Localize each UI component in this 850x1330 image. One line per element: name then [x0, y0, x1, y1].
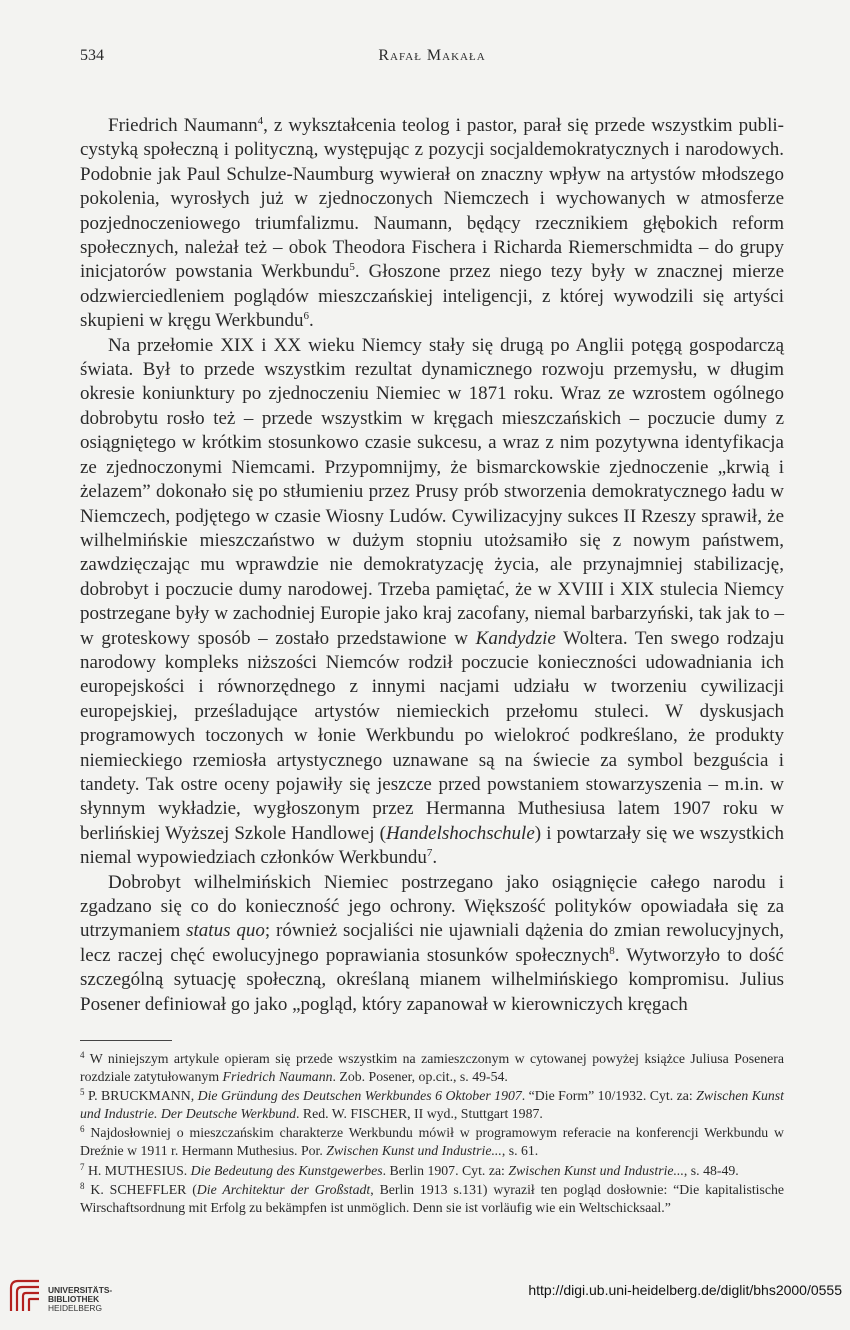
footnote — [80, 1124, 784, 1159]
footnote-marker: 8 — [80, 1181, 85, 1192]
footnote — [80, 1181, 784, 1216]
logo-arc — [11, 1281, 39, 1311]
library-name — [48, 1286, 112, 1313]
footnote-marker: 8 — [609, 944, 615, 957]
italic-title: Handelshochschule — [385, 822, 535, 844]
text-run: . Głoszone przez niego tezy były w znacznej mierze odzwierciedleniem poglądów mieszczańskiej inteligencji, z której wywodzili się artyści skupieni w kręgu Werkbundu — [80, 261, 785, 332]
footnote-marker: 7 — [80, 1161, 85, 1172]
paragraph — [80, 871, 784, 1017]
italic-title: Kandydzie — [475, 627, 556, 649]
text-run: ; również socjaliści nie ujawniali dążenia do zmian rewolucyjnych, lecz raczej chęć ewolucyjnego poprawiania stosunków społecznych — [80, 920, 784, 966]
text-run: Friedrich Naumann — [108, 115, 258, 136]
footnote-marker: 5 — [80, 1087, 85, 1098]
text-run: Na przełomie XIX i XX wieku Niemcy stały się drugą po Anglii potęgą gospodarczą świata. Był to przede wszystkim rezultat dynamicznego rozwoju przemysłu, w długim okresie koniunktury po zjednoczeniu Niemiec w 1871 roku. Wraz ze wzrostem ogólnego dobrobytu rosło też – przede wszystkim w kręgach mieszczańskich – poczucie dumy z osiągniętego w krótkim stosunkowo czasie sukcesu, a wraz z nim pozytywna identyfikacja ze zjednoczonymi Niemcami. Przypomnijmy, że bismarckowskie zjednoczenie „krwią i żelazem” dokonało się po stłumieniu przez Prusy prób stworzenia demokratycznego ładu w Niemczech, podjętego w czasie Wiosny Ludów. Cywilizacyjny sukces II Rzeszy sprawił, że wilhelmińskie mieszczaństwo w dużym stopniu utożsamiło się z nowym państwem, zawdzięczając mu wprawdzie nie demokratyzację życia, ale przynajmniej stabilizację, dobrobyt i poczucie dumy narodowej. Trzeba pamiętać, że w XVIII i XIX stulecia Niemcy postrzegane były w zachodniej Europie jako kraj zacofany, niemal barbarzyński, tak jak to – w groteskowy sposób – zostało przedstawione w — [80, 334, 784, 649]
italic-title: Die Gründung des Deutschen Werkbundes 6 Oktober 1907 — [197, 1088, 522, 1104]
footer-bar — [0, 1270, 850, 1330]
text-run: . Berlin 1907. Cyt. za: — [382, 1162, 509, 1178]
footnote — [80, 1087, 784, 1122]
text-run: Woltera. Ten swego rodzaju narodowy kompleks niższości Niemców rodził poczucie konieczności udowadniania ich europejskości i równorzędnego z innymi nacjami udziału w tworzeniu cywilizacji europejskiej, prześladujące artystów niemieckich przełomu stuleci. W dyskusjach programowych toczonych w łonie Werkbundu po wielokroć podkreślano, że produkty niemieckiego rzemiosła artystycznego uznawane są na świecie za symbol bezguścia i tandety. Tak ostre oceny pojawiły się jeszcze przed powstaniem stowarzyszenia – m.in. w słynnym wykładzie, wygłoszonym przez Hermanna Muthesiusa latem 1907 roku w berlińskiej Wyższej Szkole Handlowej ( — [80, 627, 785, 844]
footnote-divider — [80, 1040, 172, 1041]
text-run: W niniejszym artykule opieram się przede wszystkim na zamieszczonym w cytowanej powyżej książce Juliusa Posenera rozdziale zatytułowanym — [80, 1051, 784, 1084]
italic-title: Die Bedeutung des Kunstgewerbes — [190, 1162, 383, 1178]
library-logo-icon — [8, 1278, 42, 1314]
italic-title: status quo — [186, 920, 265, 942]
footnote-marker: 5 — [349, 261, 355, 274]
page-header — [80, 47, 784, 71]
text-run: . Wytworzyło to dość szczególną sytuację społeczną, określaną mianem wilhelmińskiego kompromisu. Julius Posener definiował go jako „pogląd, który zapanował w kierowniczych kręgach — [80, 944, 784, 1015]
text-run: . “Die Form” 10/1932. Cyt. za: — [521, 1088, 697, 1104]
footnote-marker: 6 — [303, 310, 309, 323]
text-run: , Berlin 1913 s.131) wyraził ten pogląd dosłownie: “Die kapitalistische Wirschaftsordnung mit Erfolg zu bekämpfen ist unmöglich. Denn sie ist vorläufig wie ein Weltschicksaal.” — [80, 1182, 785, 1215]
footnote — [80, 1050, 784, 1085]
text-run: . Red. W. FISCHER, II wyd., Stuttgart 1987. — [296, 1105, 543, 1121]
source-url-link[interactable]: http://digi.ub.uni-heidelberg.de/diglit/bhs2000/0555 — [528, 1282, 842, 1298]
footnote-marker: 4 — [80, 1050, 85, 1060]
italic-title: Zwischen Kunst und Industrie... — [508, 1162, 684, 1178]
text-run: . Zob. Posener, op.cit., s. 49-54. — [332, 1068, 508, 1084]
text-run: , s. 48-49. — [683, 1162, 739, 1178]
text-run: , z wykształcenia teolog i pastor, parał się przede wszystkim publicystyką społeczną i polityczną, występując z pozycji socjaldemokratycznych i narodowych. Podobnie jak Paul Schulze-Naumburg wywierał on znaczny wpływ na artystów młodszego pokolenia, wyrosłych już w zjednoczonych Niemczech i wychowanych w atmosferze pozjednoczeniowego triumfalizmu. Naumann, będący rzecznikiem głębokich reform społecznych, należał też – obok Theodora Fischera i Richarda Riemerschmidta – do grupy inicjatorów powstania Werkbundu — [80, 115, 784, 283]
text-run: Najdosłowniej o mieszczańskim charakterze Werkbundu mówił w programowym referacie na konferencji Werkbundu w Dreźnie w 1911 r. Hermann Muthesius. Por. — [80, 1125, 784, 1158]
footnote-marker: 6 — [80, 1124, 85, 1135]
footnote — [80, 1162, 784, 1180]
library-name-line: BIBLIOTHEK — [48, 1294, 100, 1304]
library-name-line: HEIDELBERG — [48, 1303, 102, 1313]
footnotes — [80, 1050, 784, 1218]
paragraph — [80, 334, 784, 871]
text-run: . — [308, 310, 314, 332]
text-run: ) i powtarzały się we wszystkich niemal wypowiedziach członków Werkbundu — [80, 822, 784, 869]
logo-arc — [29, 1299, 39, 1311]
italic-title: Zwischen Kunst und Industrie... — [326, 1142, 502, 1158]
footnote-marker: 4 — [257, 115, 264, 127]
italic-title: Die Architektur der Großstadt — [196, 1182, 371, 1198]
text-run: K. SCHEFFLER ( — [84, 1182, 197, 1198]
text-run: H. MUTHESIUS. — [84, 1162, 191, 1178]
italic-title: Zwischen Kunst und Industrie. Der Deutsche Werkbund — [80, 1088, 784, 1121]
paragraph — [80, 114, 784, 334]
library-name-line: UNIVERSITÄTS- — [48, 1285, 113, 1295]
running-head: Rafał Makała — [378, 47, 486, 64]
italic-title: Friedrich Naumann — [222, 1068, 333, 1084]
text-run: , s. 61. — [501, 1142, 539, 1158]
page-number: 534 — [80, 47, 104, 64]
library-logo-arcs — [11, 1281, 39, 1311]
main-text — [80, 114, 784, 1017]
text-run: P. BRUCKMANN, — [84, 1088, 198, 1104]
footnote-marker: 7 — [426, 847, 433, 860]
text-run: . — [432, 847, 438, 869]
logo-arc — [23, 1293, 39, 1311]
text-run: Dobrobyt wilhelmińskich Niemiec postrzegano jako osiągnięcie całego narodu i zgadzano się co do konieczność jego ochrony. Większość polityków opowiadała się za utrzymaniem — [80, 871, 784, 942]
